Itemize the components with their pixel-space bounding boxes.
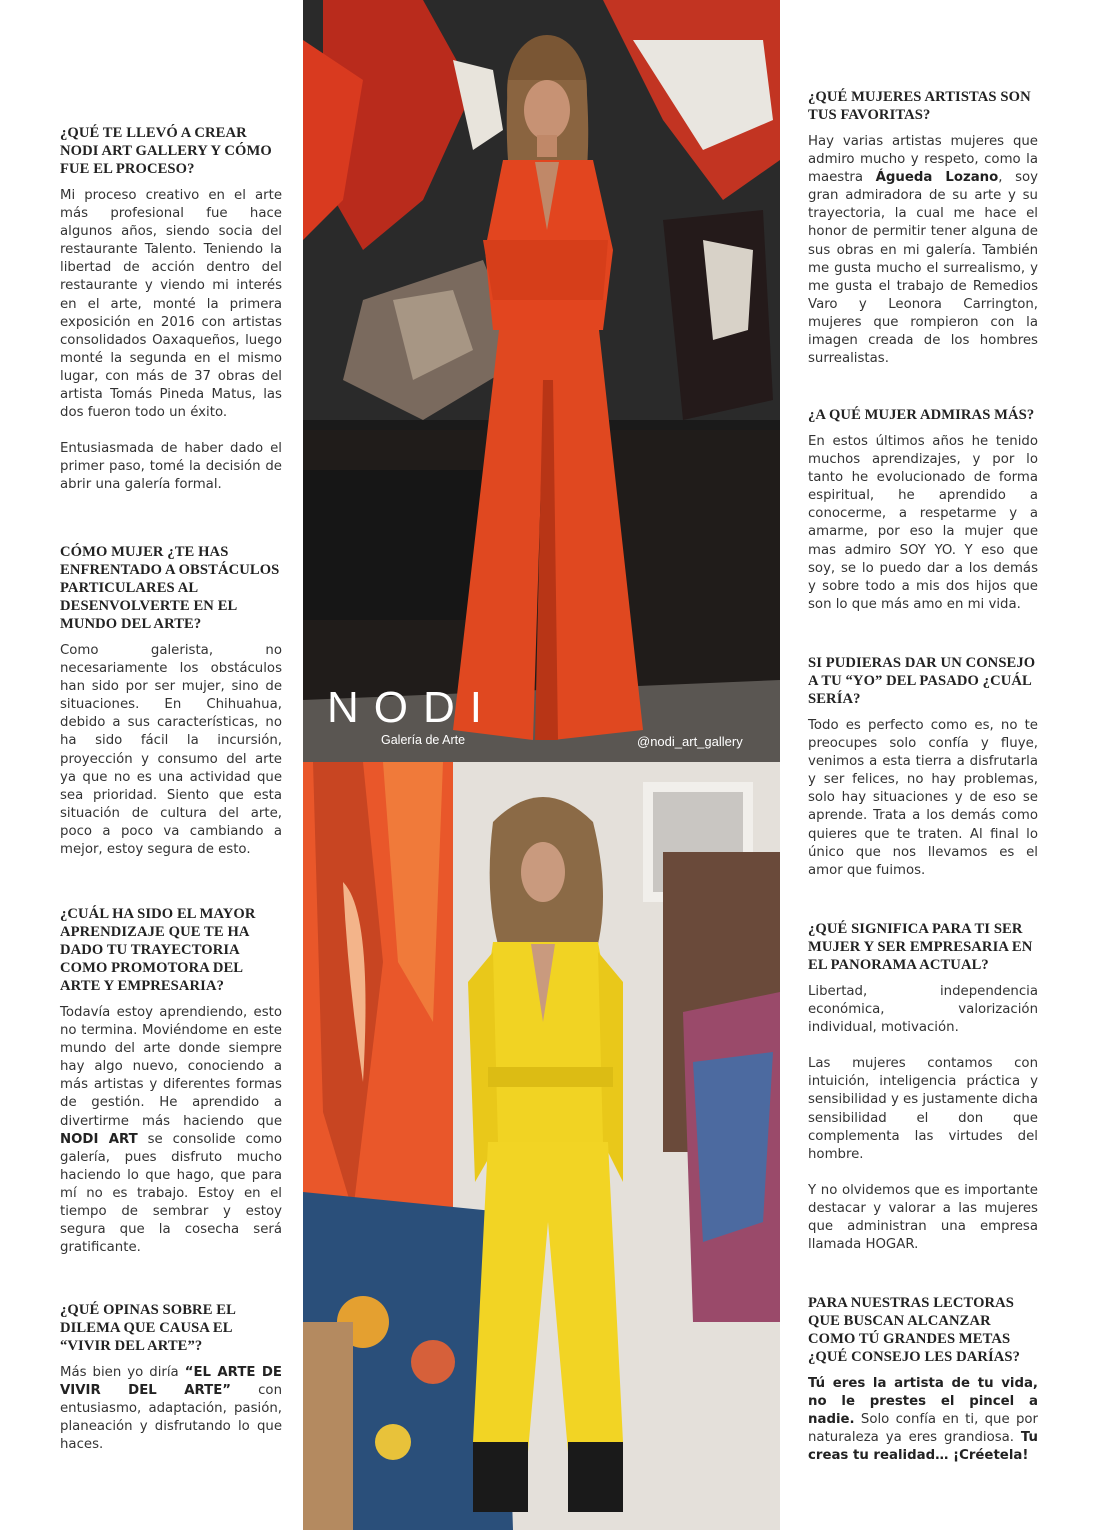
answer-text: Hay varias artistas mujeres que admiro mucho y respeto, como la maestra [808,134,1038,186]
answer-text: con entusiasmo, adaptación, pasión, planeación y disfrutando lo que haces. [60,1383,282,1453]
answer-text: Mi proceso creativo en el arte más profesional fue hace algunos años, siendo socia del restaurante Talento. Teniendo la libertad de acción dentro del restaurante y viendo mi interés en el arte, monté la primera exposición en 2016 con artistas consolidados Oaxaqueños, luego monté la segunda en el mismo lugar, con más de 37 obras del artista Tomás Pineda Matus, las dos fueron todo un éxito. [60,188,282,421]
answer-text: Entusiasmada de haber dado el primer paso, tomé la decisión de abrir una galería formal. [60,441,282,493]
answer-paragraph [808,1055,1038,1164]
yellow-suit-illustration [303,762,780,1530]
photo-column [303,0,780,1530]
question-heading: ¿QUÉ OPINAS SOBRE EL DILEMA QUE CAUSA EL “VIVIR DEL ARTE”? [60,1302,236,1354]
answer-text: Más bien yo diría [60,1365,185,1380]
section-1 [60,124,282,495]
section-5 [808,88,1038,368]
instagram-handle: @nodi_art_gallery [637,734,743,749]
nodi-logo-subtitle: Galería de Arte [381,733,466,747]
answer-paragraph [808,1182,1038,1254]
question-heading: ¿QUÉ MUJERES ARTISTAS SON TUS FAVORITAS? [808,89,1031,123]
question-heading: ¿QUÉ TE LLEVÓ A CREAR NODI ART GALLERY Y CÓMO FUE EL PROCESO? [60,125,272,177]
section-4 [60,1301,282,1454]
answer-text: Libertad, independencia económica, valorización individual, motivación. [808,984,1038,1036]
answer-paragraph [808,1375,1038,1465]
question-heading: ¿QUÉ SIGNIFICA PARA TI SER MUJER Y SER EMPRESARIA EN EL PANORAMA ACTUAL? [808,921,1033,973]
photo-orange-suit [303,0,780,762]
answer-paragraph [60,642,282,859]
answer-paragraph [808,433,1038,614]
answer-text: Y no olvidemos que es importante destacar y valorar a las mujeres que administran una empresa llamada HOGAR. [808,1182,1038,1253]
nodi-logo: NODI [327,683,497,732]
answer-paragraph [808,717,1038,880]
answer-paragraph [60,187,282,422]
answer-bold-text: Tu creas tu realidad… ¡Créetela! [808,1430,1038,1464]
section-9 [808,1294,1038,1465]
answer-paragraph [60,440,282,494]
answer-text: Como galerista, no necesariamente los obstáculos han sido por ser mujer, sino de situaciones. En Chihuahua, debido a sus características, no ha sido fácil la incursión, proyección y consumo del arte ya que no es una actividad que sea prioridad. Siento que esta situación de cultura del arte, poco a poco va cambiando a mejor, estoy segura de esto. [60,643,282,858]
question-heading: CÓMO MUJER ¿TE HAS ENFRENTADO A OBSTÁCULOS PARTICULARES AL DESENVOLVERTE EN EL MUNDO DEL ARTE? [60,544,280,632]
answer-paragraph [808,983,1038,1037]
answer-text: Todavía estoy aprendiendo, esto no termina. Moviéndome en este mundo del arte donde siempre hay algo nuevo, conociendo a más artistas y diferentes formas de gestión. He aprendido a divertirme más haciendo que [60,1005,282,1129]
answer-text: En estos últimos años he tenido muchos aprendizajes, y por lo tanto he evolucionado de forma espiritual, he aprendido a conocerme, a respetarme y a amarme, por eso la mujer que mas admiro SOY YO. Y eso que soy, se lo puedo dar a los demás y sobre todo a mis dos hijos que son lo que más amo en mi vida. [808,434,1038,612]
answer-text: se consolide como galería, pues disfruto mucho haciendo lo que hago, que para mí no es trabajo. Estoy en el tiempo de sembrar y estoy segura que la cosecha será gratificante. [60,1131,282,1256]
answer-text: Las mujeres contamos con intuición, inteligencia práctica y sensibilidad y es justamente dicha sensibilidad el don que complementa las virtudes del hombre. [808,1056,1038,1162]
answer-paragraph [60,1004,282,1257]
orange-suit-illustration [303,0,780,762]
answer-text: Solo confía en ti, que por naturaleza ya eres grandiosa. [808,1412,1038,1446]
answer-bold-text: NODI ART [60,1131,138,1147]
answer-text: , soy gran admiradora de su arte y su trayectoria, la cual me hace el honor de permitir tener alguna de sus obras en mi galería. También me gusta mucho el surrealismo, y me gusta el trabajo de Remedios Varo y Leonora Carrington, mujeres que rompieron con la imagen creada de los hombres surrealistas. [808,170,1038,367]
question-heading: PARA NUESTRAS LECTORAS QUE BUSCAN ALCANZAR COMO TÚ GRANDES METAS ¿QUÉ CONSEJO LES DARÍAS? [808,1295,1021,1365]
answer-paragraph [808,133,1038,368]
section-8 [808,920,1038,1254]
answer-paragraph [60,1364,282,1454]
section-6 [808,406,1038,614]
question-heading: ¿A QUÉ MUJER ADMIRAS MÁS? [808,407,1035,423]
section-2 [60,543,282,859]
photo-yellow-suit [303,762,780,1530]
answer-text: Todo es perfecto como es, no te preocupes solo confía y fluye, venimos a esta tierra a disfrutarla y ser felices, no hay problemas, solo hay situaciones y de eso se aprende. Trata a los demás como quieres que te traten. Al final lo único que nos llevamos es el amor que fuimos. [808,718,1038,878]
answer-bold-text: Águeda Lozano [875,170,999,186]
section-3 [60,905,282,1257]
section-7 [808,654,1038,880]
answer-bold-text: Tú eres la artista de tu vida, no le prestes el pincel a nadie. [808,1376,1038,1428]
answer-bold-text: “EL ARTE DE VIVIR DEL ARTE” [60,1365,282,1399]
question-heading: SI PUDIERAS DAR UN CONSEJO A TU “YO” DEL PASADO ¿CUÁL SERÍA? [808,655,1036,707]
question-heading: ¿CUÁL HA SIDO EL MAYOR APRENDIZAJE QUE TE HA DADO TU TRAYECTORIA COMO PROMOTORA DEL ARTE Y EMPRESARIA? [60,906,256,994]
